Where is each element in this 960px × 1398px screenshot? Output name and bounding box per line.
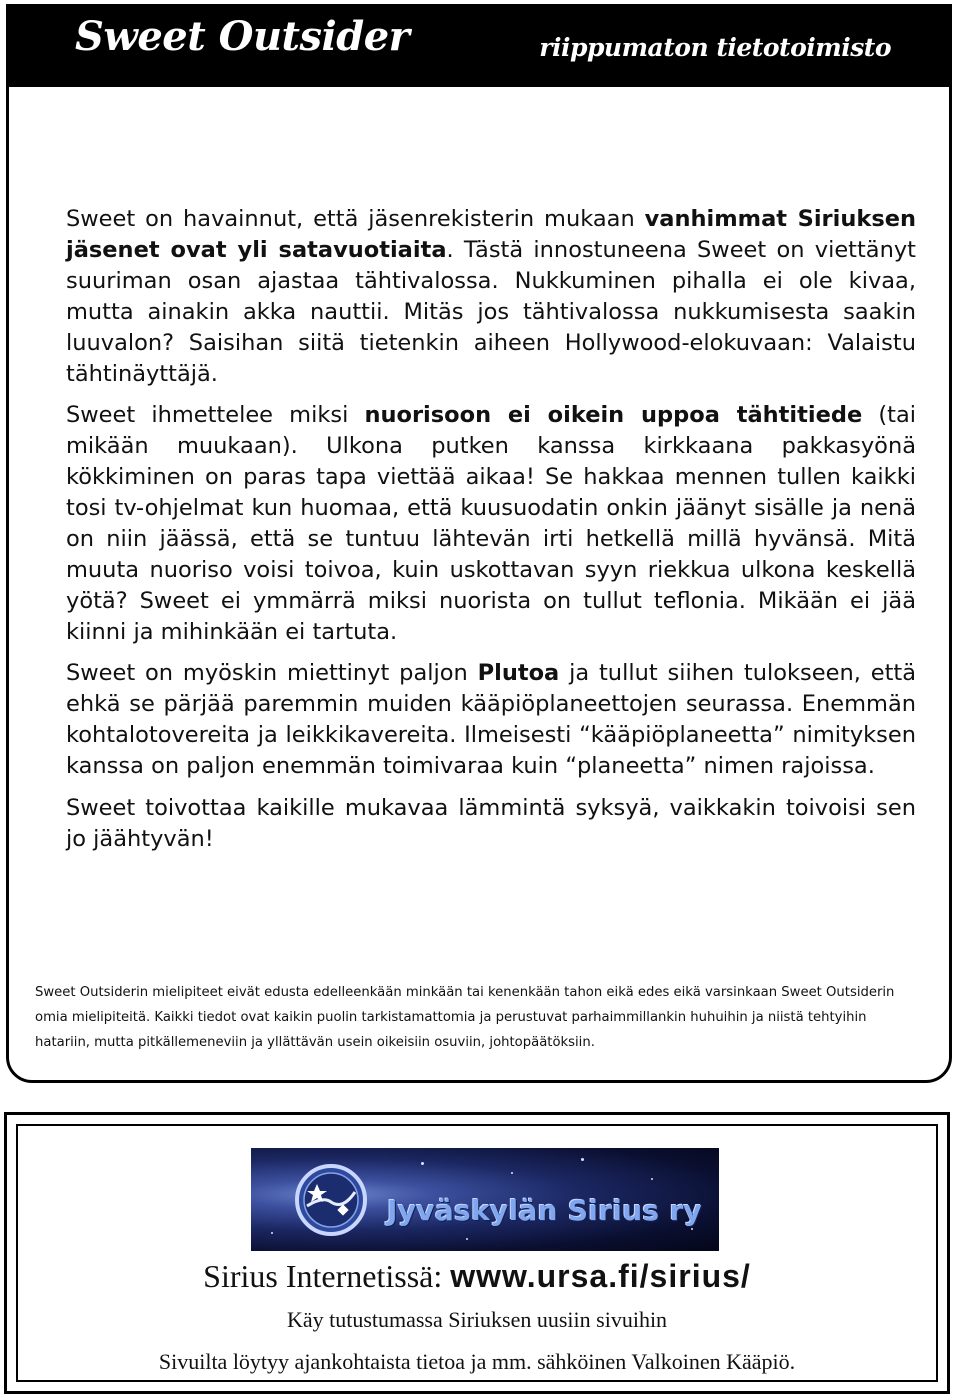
sirius-banner bbox=[251, 1148, 719, 1251]
banner-star bbox=[651, 1178, 653, 1180]
banner-star bbox=[581, 1158, 584, 1161]
paragraph-3 bbox=[66, 658, 916, 782]
header-bar bbox=[9, 7, 949, 87]
disclaimer: Sweet Outsiderin mielipiteet eivät edusta edelleenkään minkään tai kenenkään tahon eikä edes eikä varsinkaan Sweet Outsiderin omia mielipiteitä. Kaikki tiedot ovat kaikin puolin tarkistamattomia ja perustuvat parhaimmillankin huhuihin ja niistä tehtyihin hatariin, mutta pitkällemeneviin ja yllättävän usein oikeisiin osuviin, johtopäätöksiin. bbox=[35, 985, 895, 1050]
paragraph-1-text-c: . Tästä innostuneena Sweet on viettänyt suuriman osan ajastaa tähtivalossa. Nukkuminen pihalla ei ole kivaa, mutta ainakin akka nauttii. Mitäs jos tähtivalossa nukkumisesta saakin luuvalon? Saisihan siitä tietenkin aiheen Hollywood-elokuvaan: Valaistu tähtinäyttäjä. bbox=[66, 237, 916, 387]
banner-star bbox=[691, 1228, 693, 1230]
sirius-ad-inner-border bbox=[16, 1124, 938, 1382]
paragraph-1 bbox=[66, 204, 916, 390]
brand-tagline: riippumaton tietotoimisto bbox=[539, 33, 891, 62]
article-body bbox=[66, 204, 916, 865]
banner-star bbox=[466, 1238, 468, 1240]
paragraph-3-highlight: Plutoa bbox=[477, 660, 560, 686]
paragraph-2-text-c: (tai mikään muukaan). Ulkona putken kanssa kirkkaana pakkasyönä kökkiminen on paras tapa viettää aikaa! Se hakkaa mennen tullen kaikki tosi tv-ohjelmat kun huomaa, että kuusuodatin onkin jäänyt sisälle ja nenä on niin jäässä, että se tuntuu lähtevän irti hetkellä millä hyvänsä. Mitä muuta nuoriso voisi toivoa, kuin uskottavan syyn riekkua ulkona keskellä yötä? Sweet ei ymmärrä miksi nuorista on tullut teflonia. Mikään ei jää kiinni ja mihinkään ei tartuta. bbox=[66, 402, 916, 645]
brand-title: Sweet Outsider bbox=[75, 13, 410, 60]
paragraph-4: Sweet toivottaa kaikille mukavaa lämmintä syksyä, vaikkakin toivoisi sen jo jäähtyvän! bbox=[66, 795, 916, 852]
banner-star bbox=[511, 1172, 513, 1174]
banner-star bbox=[421, 1162, 424, 1165]
banner-star bbox=[271, 1232, 273, 1234]
sirius-url-link[interactable]: www.ursa.fi/sirius/ bbox=[450, 1258, 751, 1294]
paragraph-3-text-a: Sweet on myöskin miettinyt paljon bbox=[66, 660, 478, 686]
sirius-ad bbox=[4, 1112, 950, 1394]
paragraph-3-text-c: ja tullut siihen tulokseen, että ehkä se pärjää paremmin muiden kääpiöplaneettojen seurassa. Enemmän kohtalotovereita ja leikkikavereita. Ilmeisesti “kääpiöplaneetta” nimityksen kanssa on paljon enemmän toimivaraa kuin “planeetta” nimen rajoissa. bbox=[66, 660, 916, 779]
ad-headline bbox=[18, 1258, 936, 1295]
paragraph-1-text-a: Sweet on havainnut, että jäsenrekisterin mukaan bbox=[66, 206, 645, 232]
paragraph-2-text-a: Sweet ihmettelee miksi bbox=[66, 402, 365, 428]
paragraph-1-highlight: vanhimmat Siriuksen jäsenet ovat yli satavuotiaita bbox=[66, 206, 916, 263]
sirius-logo-icon bbox=[293, 1162, 369, 1238]
ad-footer-line: Sivuilta löytyy ajankohtaista tietoa ja mm. sähköinen Valkoinen Kääpiö. bbox=[158, 1349, 796, 1374]
ad-headline-prefix: Sirius Internetissä: bbox=[203, 1258, 451, 1294]
article-frame bbox=[6, 4, 952, 1083]
paragraph-2 bbox=[66, 400, 916, 648]
ad-subline: Käy tutustumassa Siriuksen uusiin sivuihin bbox=[286, 1307, 668, 1332]
banner-text: Jyväskylän Sirius ry bbox=[387, 1194, 703, 1227]
paragraph-2-highlight: nuorisoon ei oikein uppoa tähtitiede bbox=[364, 402, 863, 428]
